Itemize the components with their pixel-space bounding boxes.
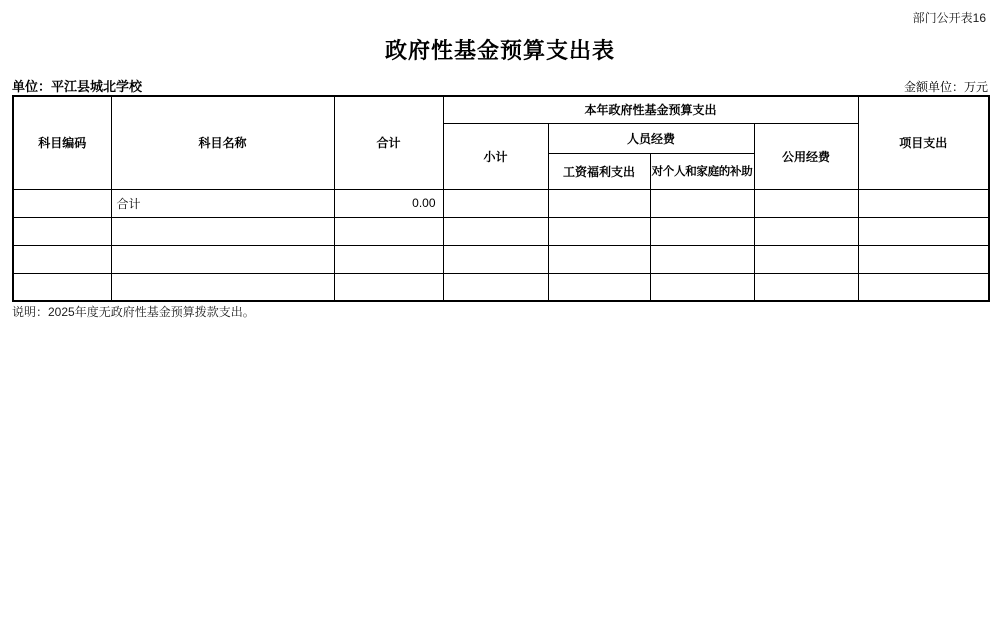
meta-row	[12, 76, 988, 95]
header-subject-code: 科目编码	[13, 96, 111, 189]
header-public-funds: 公用经费	[754, 123, 858, 189]
cell-project-expenditure	[858, 245, 989, 273]
cell-subtotal	[443, 245, 548, 273]
header-salary-welfare: 工资福利支出	[548, 153, 650, 189]
header-subtotal: 小计	[443, 123, 548, 189]
cell-subject-code	[13, 245, 111, 273]
cell-total: 0.00	[334, 189, 443, 217]
cell-total	[334, 273, 443, 301]
cell-total	[334, 245, 443, 273]
cell-subject-name	[111, 217, 334, 245]
cell-salary-welfare	[548, 245, 650, 273]
header-individual-family-subsidy: 对个人和家庭的补助	[650, 153, 754, 189]
cell-salary-welfare	[548, 189, 650, 217]
page-title: 政府性基金预算支出表	[384, 38, 615, 63]
cell-project-expenditure	[858, 273, 989, 301]
header-total: 合计	[334, 96, 443, 189]
cell-project-expenditure	[858, 189, 989, 217]
table-row	[13, 245, 989, 273]
footnote: 说明：2025年度无政府性基金预算拨款支出。	[12, 305, 255, 319]
table-row	[13, 189, 989, 217]
cell-subtotal	[443, 189, 548, 217]
cell-salary-welfare	[548, 273, 650, 301]
cell-subject-name: 合计	[111, 189, 334, 217]
cell-subject-name	[111, 245, 334, 273]
cell-public-funds	[754, 189, 858, 217]
header-current-year-group: 本年政府性基金预算支出	[443, 96, 858, 123]
cell-salary-welfare	[548, 217, 650, 245]
cell-project-expenditure	[858, 217, 989, 245]
unit-label: 单位：平江县城北学校	[12, 79, 143, 94]
cell-subtotal	[443, 273, 548, 301]
cell-public-funds	[754, 217, 858, 245]
cell-public-funds	[754, 245, 858, 273]
amount-unit-label: 金额单位：万元	[903, 80, 988, 94]
table-row	[13, 217, 989, 245]
header-project-expenditure: 项目支出	[858, 96, 989, 189]
cell-subtotal	[443, 217, 548, 245]
cell-subject-code	[13, 273, 111, 301]
cell-public-funds	[754, 273, 858, 301]
header-subject-name: 科目名称	[111, 96, 334, 189]
cell-individual-family-subsidy	[650, 273, 754, 301]
table-row	[13, 273, 989, 301]
header-personnel-group: 人员经费	[548, 123, 754, 153]
cell-subject-name	[111, 273, 334, 301]
cell-total	[334, 217, 443, 245]
corner-table-number: 部门公开表16	[912, 11, 986, 25]
cell-individual-family-subsidy	[650, 245, 754, 273]
budget-table	[12, 95, 990, 302]
cell-subject-code	[13, 217, 111, 245]
cell-subject-code	[13, 189, 111, 217]
cell-individual-family-subsidy	[650, 217, 754, 245]
cell-individual-family-subsidy	[650, 189, 754, 217]
